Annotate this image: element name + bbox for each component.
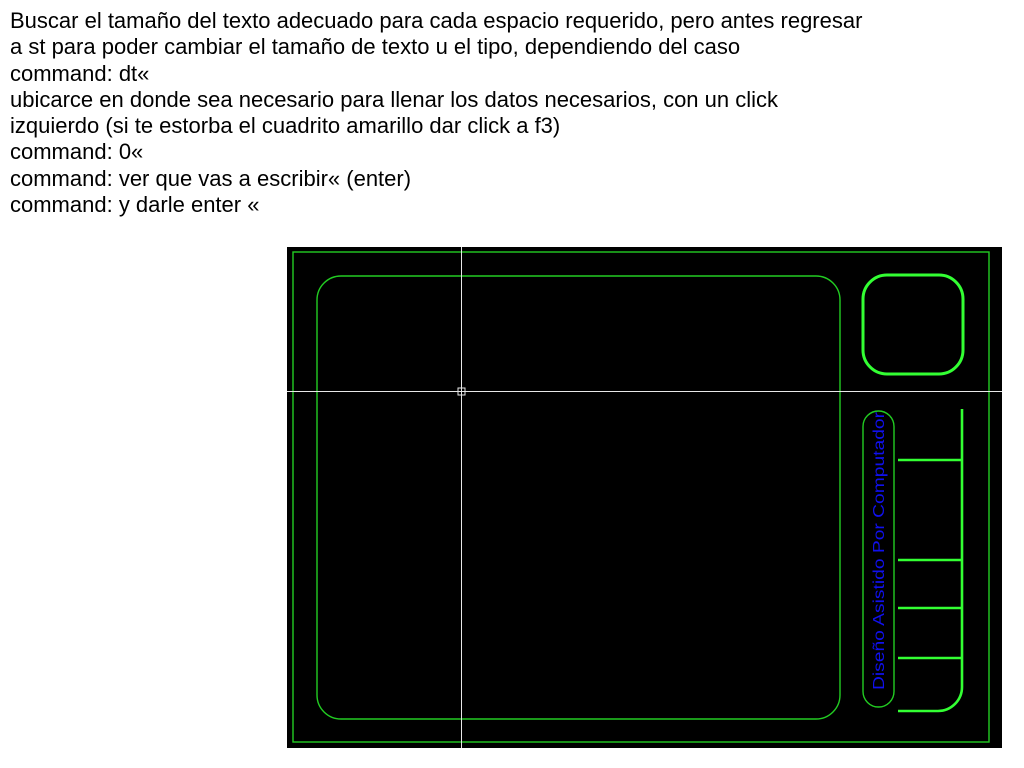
cad-drawing-viewport[interactable] — [287, 247, 1002, 748]
title-block-text: Diseño Asistido Por Computador — [871, 458, 888, 690]
logo-box-frame — [863, 275, 963, 374]
instruction-line: command: y darle enter « — [10, 192, 260, 218]
instruction-line: command: ver que vas a escribir« (enter) — [10, 165, 412, 191]
instruction-line: Buscar el tamaño del texto adecuado para cada espacio requerido, pero antes regresar — [10, 8, 863, 33]
instruction-line: a st para poder cambiar el tamaño de texto u el tipo, dependiendo del caso — [10, 34, 741, 60]
instruction-line: izquierdo (si te estorba el cuadrito amarillo dar click a f3) — [10, 113, 561, 139]
drawing-area-frame — [317, 276, 840, 719]
instruction-line: ubicarce en donde sea necesario para llenar los datos necesarios, con un click — [10, 86, 779, 112]
instruction-text — [10, 8, 1015, 218]
cad-drawing-canvas[interactable] — [287, 247, 1002, 748]
crosshair-cursor — [287, 247, 1002, 748]
instruction-line: command: dt« — [10, 60, 150, 86]
title-block-table — [898, 409, 963, 711]
instruction-line: command: 0« — [10, 139, 144, 165]
